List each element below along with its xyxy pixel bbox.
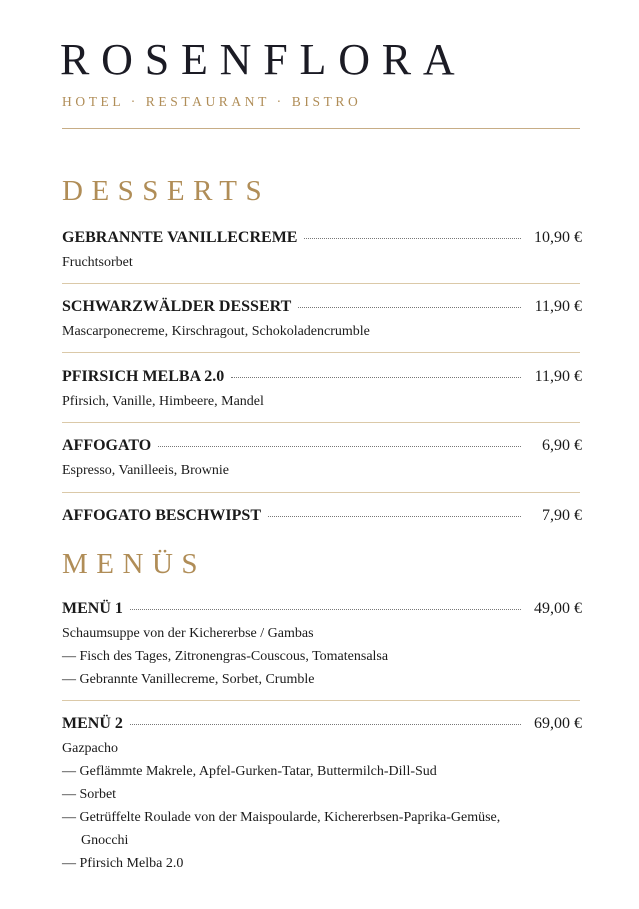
item-divider	[62, 422, 580, 423]
item-name: MENÜ 1	[62, 600, 123, 617]
item-description: Fruchtsorbet	[62, 255, 133, 270]
menu-item	[62, 507, 582, 527]
dot-leader	[231, 377, 521, 378]
course-line: — Getrüffelte Roulade von der Maispoularde, Kichererbsen-Paprika-Gemüse,	[62, 810, 501, 825]
course-line: — Fisch des Tages, Zitronengras-Couscous, Tomatensalsa	[62, 649, 389, 664]
item-divider	[62, 352, 580, 353]
section-title-desserts: DESSERTS	[62, 175, 271, 207]
course-list	[62, 622, 582, 691]
item-price: 11,90 €	[534, 368, 582, 385]
item-description: Pfirsich, Vanille, Himbeere, Mandel	[62, 394, 264, 409]
dot-leader	[298, 307, 521, 308]
item-price: 7,90 €	[542, 507, 582, 524]
item-description: Mascarponecreme, Kirschragout, Schokoladencrumble	[62, 324, 370, 339]
item-divider	[62, 492, 580, 493]
item-price: 49,00 €	[534, 600, 582, 617]
header-divider	[62, 128, 580, 129]
course-line: Gazpacho	[62, 741, 118, 756]
menu-item	[62, 298, 582, 343]
menu-item	[62, 715, 582, 875]
course-line: — Pfirsich Melba 2.0	[62, 856, 184, 871]
dot-leader	[268, 516, 521, 517]
item-name: PFIRSICH MELBA 2.0	[62, 368, 225, 385]
menu-item	[62, 437, 582, 482]
course-line: — Sorbet	[62, 787, 117, 802]
course-line: — Gebrannte Vanillecreme, Sorbet, Crumble	[62, 672, 315, 687]
item-price: 11,90 €	[534, 298, 582, 315]
dot-leader	[304, 238, 521, 239]
menu-item	[62, 368, 582, 413]
menu-item	[62, 229, 582, 274]
course-line: Gnocchi	[81, 833, 129, 848]
menu-item	[62, 600, 582, 691]
item-description: Espresso, Vanilleeis, Brownie	[62, 463, 229, 478]
course-line: — Geflämmte Makrele, Apfel-Gurken-Tatar, Buttermilch-Dill-Sud	[62, 764, 437, 779]
dot-leader	[158, 446, 521, 447]
item-price: 69,00 €	[534, 715, 582, 732]
item-divider	[62, 283, 580, 284]
brand-tagline: HOTEL · RESTAURANT · BISTRO	[62, 94, 362, 109]
item-divider	[62, 700, 580, 701]
brand-logo: ROSENFLORA	[60, 35, 467, 84]
item-name: MENÜ 2	[62, 715, 123, 732]
course-list	[62, 737, 582, 875]
item-name: SCHWARZWÄLDER DESSERT	[62, 298, 292, 315]
item-price: 6,90 €	[542, 437, 582, 454]
dot-leader	[130, 724, 521, 725]
item-price: 10,90 €	[534, 229, 582, 246]
item-name: GEBRANNTE VANILLECREME	[62, 229, 298, 246]
section-title-menus: MENÜS	[62, 548, 207, 580]
item-name: AFFOGATO	[62, 437, 152, 454]
course-line: Schaumsuppe von der Kichererbse / Gambas	[62, 626, 314, 641]
dot-leader	[130, 609, 521, 610]
item-name: AFFOGATO BESCHWIPST	[62, 507, 261, 524]
